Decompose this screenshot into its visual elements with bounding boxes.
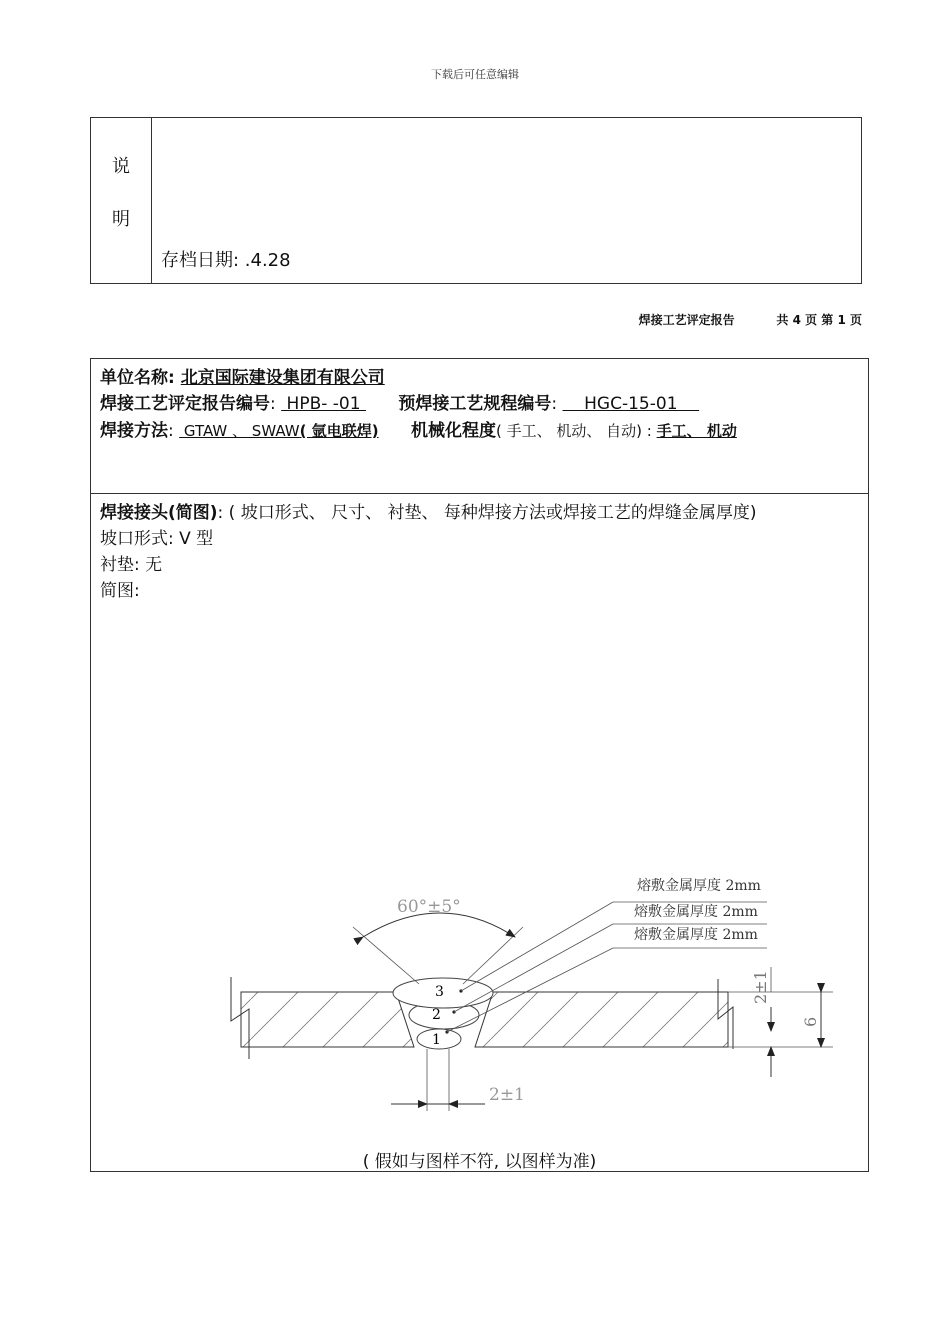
sketch-label: 简图: xyxy=(100,581,140,601)
remarks-label-2: 明 xyxy=(112,209,130,230)
remarks-box xyxy=(90,117,862,284)
unit-value: 北京国际建设集团有限公司 xyxy=(180,368,385,388)
joint-label: 焊接接头(简图) xyxy=(100,503,218,523)
page-header xyxy=(639,311,862,328)
mech-label: 机械化程度 xyxy=(411,421,496,441)
process-value: GTAW 、 SWAW xyxy=(179,422,300,440)
pqr-value: HPB- -01 xyxy=(281,394,366,414)
pwps-label: 预焊接工艺规程编号 xyxy=(398,394,552,414)
weld-pass-2-label: 2 xyxy=(432,1007,441,1023)
process-row: 焊接方法: GTAW 、 SWAW( 氩电联焊) 机械化程度( 手工、 机动、 自动) : 手工、 机动 xyxy=(100,421,737,441)
mech-options: ( 手工、 机动、 自动) : xyxy=(496,422,657,440)
joint-desc: : ( 坡口形式、 尺寸、 衬垫、 每种焊接方法或焊接工艺的焊缝金属厚度) xyxy=(217,503,757,523)
pwps-value: HGC-15-01 xyxy=(562,394,700,414)
reinforcement-value: 2±1 xyxy=(751,970,770,1004)
header-note: 下载后可任意编辑 xyxy=(431,68,519,81)
angle-value: 60°±5° xyxy=(397,897,461,917)
deposit-note-3: 熔敷金属厚度 2mm xyxy=(634,927,758,943)
mech-value: 手工、 机动 xyxy=(656,422,737,440)
base-plate-right xyxy=(475,992,728,1047)
leader-line-1 xyxy=(461,902,613,991)
page-info: 共 4 页 第 1 页 xyxy=(776,313,862,327)
unit-row: 单位名称: 北京国际建设集团有限公司 xyxy=(100,368,385,388)
deposit-note-1: 熔敷金属厚度 2mm xyxy=(637,878,761,894)
process-label: 焊接方法 xyxy=(100,421,168,441)
gap-value: 2±1 xyxy=(489,1085,525,1105)
deposit-note-2: 熔敷金属厚度 2mm xyxy=(634,904,758,920)
pqr-label: 焊接工艺评定报告编号 xyxy=(100,394,270,414)
unit-label: 单位名称 xyxy=(100,368,168,388)
thickness-value: 6 xyxy=(801,1016,820,1027)
archive-date: 存档日期: .4.28 xyxy=(161,250,291,271)
angle-ext-right xyxy=(463,927,523,984)
angle-ext-left xyxy=(353,927,419,984)
weld-pass-1-label: 1 xyxy=(432,1032,441,1048)
drawing-note: ( 假如与图样不符, 以图样为准) xyxy=(362,1152,597,1172)
report-box xyxy=(90,358,869,1172)
process-note: ( 氩电联焊) xyxy=(299,422,379,440)
remarks-label-1: 说 xyxy=(112,156,130,177)
groove-form: 坡口形式: V 型 xyxy=(100,529,214,549)
remarks-divider xyxy=(151,118,152,283)
weld-pass-3-label: 3 xyxy=(435,984,444,1000)
weld-joint-sketch xyxy=(91,359,868,1171)
report-title: 焊接工艺评定报告 xyxy=(638,313,735,327)
number-row: 焊接工艺评定报告编号: HPB- -01 预焊接工艺规程编号: HGC-15-01 xyxy=(100,394,700,414)
backing: 衬垫: 无 xyxy=(100,555,163,575)
base-plate-left xyxy=(241,992,414,1047)
